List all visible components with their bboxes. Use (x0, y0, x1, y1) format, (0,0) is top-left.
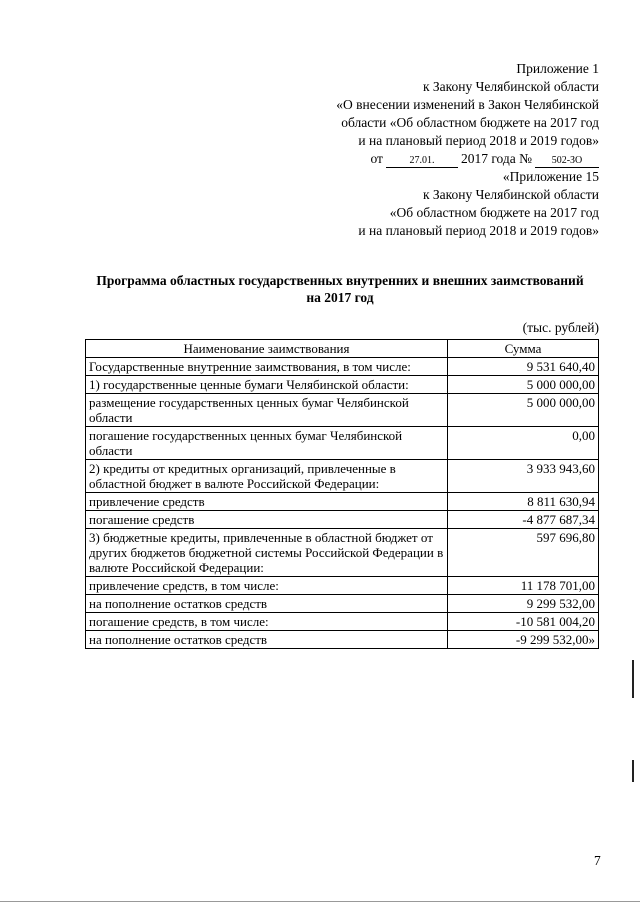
program-title-line: на 2017 год (306, 290, 374, 305)
date-prefix: от (370, 151, 383, 166)
table-row (86, 493, 599, 511)
column-header-name: Наименование заимствования (86, 340, 448, 358)
appendix-1-line: Приложение 1 (516, 61, 599, 76)
row-sum: -4 877 687,34 (447, 511, 598, 529)
law-year-text: 2017 года № (460, 151, 532, 166)
table-row (86, 631, 599, 649)
appendix-1-line: «О внесении изменений в Закон Челябинской (336, 97, 599, 112)
appendix-1-line: к Закону Челябинской области (422, 79, 599, 94)
appendix-15-line: «Приложение 15 (502, 169, 599, 184)
row-sum: 0,00 (447, 427, 598, 460)
table-row (86, 427, 599, 460)
row-name: на пополнение остатков средств (86, 595, 448, 613)
row-name: на пополнение остатков средств (86, 631, 448, 649)
page-number: 7 (594, 853, 601, 868)
row-sum: 3 933 943,60 (447, 460, 598, 493)
row-name: погашение государственных ценных бумаг Челябинской области (86, 427, 448, 460)
table-row (86, 394, 599, 427)
row-name: привлечение средств, в том числе: (86, 577, 448, 595)
appendix-15-header (358, 168, 599, 240)
law-date-field: 27.01. (386, 154, 458, 168)
program-title (60, 272, 620, 306)
appendix-1-line: и на плановый период 2018 и 2019 годов» (358, 133, 599, 148)
row-sum: 9 531 640,40 (447, 358, 598, 376)
row-name: погашение средств, в том числе: (86, 613, 448, 631)
row-name: Государственные внутренние заимствования, в том числе: (86, 358, 448, 376)
appendix-1-line: области «Об областном бюджете на 2017 год (341, 115, 599, 130)
table-row (86, 595, 599, 613)
appendix-15-line: к Закону Челябинской области (422, 187, 599, 202)
borrowings-table (85, 339, 599, 649)
row-name: 2) кредиты от кредитных организаций, привлеченные в областной бюджет в валюте Российской Федерации: (86, 460, 448, 493)
table-row (86, 529, 599, 577)
table-row (86, 577, 599, 595)
table-row (86, 511, 599, 529)
appendix-1-header (336, 60, 599, 168)
appendix-15-line: и на плановый период 2018 и 2019 годов» (358, 223, 599, 238)
row-sum: 8 811 630,94 (447, 493, 598, 511)
law-date-line (370, 150, 599, 168)
row-sum: 5 000 000,00 (447, 394, 598, 427)
row-sum: 597 696,80 (447, 529, 598, 577)
table-row (86, 460, 599, 493)
row-name: привлечение средств (86, 493, 448, 511)
column-header-sum: Сумма (447, 340, 598, 358)
table-row (86, 358, 599, 376)
table-row (86, 376, 599, 394)
row-sum: -10 581 004,20 (447, 613, 598, 631)
row-sum: 5 000 000,00 (447, 376, 598, 394)
row-name: погашение средств (86, 511, 448, 529)
row-name: 1) государственные ценные бумаги Челябинской области: (86, 376, 448, 394)
table-row (86, 613, 599, 631)
scan-bottom-edge (0, 901, 640, 902)
table-header-row (86, 340, 599, 358)
appendix-15-line: «Об областном бюджете на 2017 год (389, 205, 599, 220)
law-number-field: 502-ЗО (535, 154, 599, 168)
row-sum: 11 178 701,00 (447, 577, 598, 595)
row-sum: -9 299 532,00» (447, 631, 598, 649)
row-name: размещение государственных ценных бумаг Челябинской области (86, 394, 448, 427)
scan-edge-mark (632, 760, 634, 782)
program-title-line: Программа областных государственных внутренних и внешних заимствований (96, 273, 584, 288)
row-sum: 9 299 532,00 (447, 595, 598, 613)
row-name: 3) бюджетные кредиты, привлеченные в областной бюджет от других бюджетов бюджетной системы Российской Федерации в валюте Российской Федерации: (86, 529, 448, 577)
units-label: (тыс. рублей) (522, 320, 599, 335)
scan-edge-mark (632, 660, 634, 698)
